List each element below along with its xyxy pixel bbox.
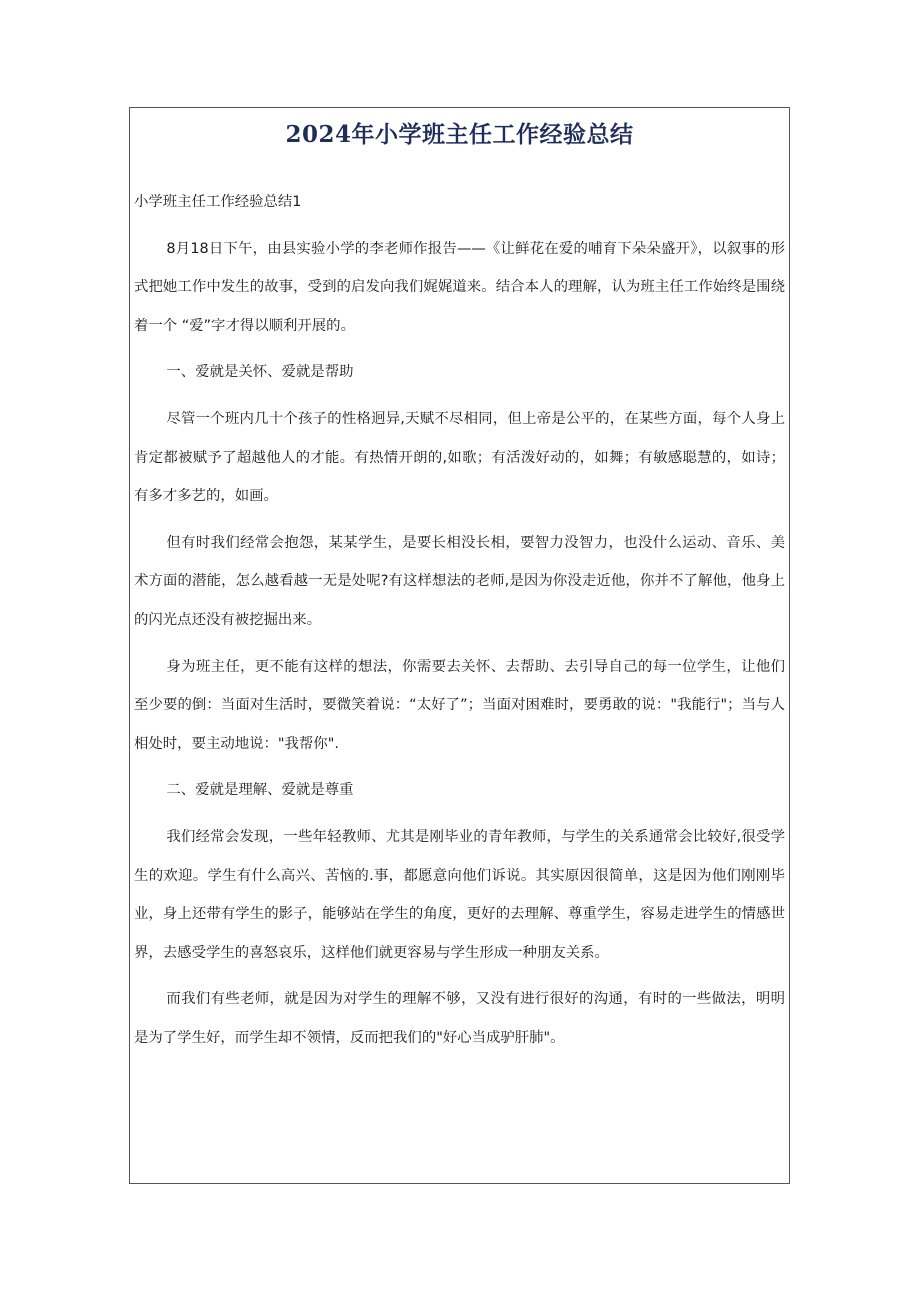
paragraph-intro: 8月18日下午，由县实验小学的李老师作报告——《让鲜花在爱的哺育下朵朵盛开》，以叙事的形式把她工作中发生的故事，受到的启发向我们娓娓道来。结合本人的理解，认为班主任工作始终是围绕着一个 “爱”字才得以顺利开展的。 — [134, 240, 785, 334]
paragraph-teacher-role: 身为班主任，更不能有这样的想法，你需要去关怀、去帮助、去引导自己的每一位学生，让他们至少要的倒：当面对生活时，要微笑着说：“太好了”；当面对困难时，要勇敢的说："我能行"；当与人相处时，要主动地说："我帮你". — [134, 658, 785, 752]
paragraph-young-teachers: 我们经常会发现，一些年轻教师、尤其是刚毕业的青年教师，与学生的关系通常会比较好,很受学生的欢迎。学生有什么高兴、苦恼的.事，都愿意向他们诉说。其实原因很简单，这是因为他们刚刚毕业，身上还带有学生的影子，能够站在学生的角度，更好的去理解、尊重学生，容易走进学生的情感世界，去感受学生的喜怒哀乐，这样他们就更容易与学生形成一种朋友关系。 — [134, 828, 785, 961]
section-heading: 小学班主任工作经验总结1 — [134, 194, 302, 210]
subheading-care-help: 一、爱就是关怀、爱就是帮助 — [166, 364, 354, 381]
document-title: 2024年小学班主任工作经验总结 — [285, 121, 634, 148]
document-page — [129, 107, 790, 1184]
subheading-understand-respect: 二、爱就是理解、爱就是尊重 — [166, 782, 354, 799]
paragraph-complaints: 但有时我们经常会抱怨，某某学生，是要长相没长相，要智力没智力，也没什么运动、音乐、美术方面的潜能，怎么越看越一无是处呢?有这样想法的老师,是因为你没走近他，你并不了解他，他身上的闪光点还没有被挖掘出来。 — [134, 534, 785, 628]
paragraph-talents: 尽管一个班内几十个孩子的性格迥异,天赋不尽相同，但上帝是公平的，在某些方面，每个人身上肯定都被赋予了超越他人的才能。有热情开朗的,如歌；有活泼好动的，如舞；有敏感聪慧的，如诗；有多才多艺的，如画。 — [134, 410, 785, 505]
document-body — [134, 183, 785, 1065]
paragraph-communication: 而我们有些老师，就是因为对学生的理解不够，又没有进行很好的沟通，有时的一些做法，明明是为了学生好，而学生却不领情，反而把我们的"好心当成驴肝肺"。 — [134, 991, 785, 1046]
